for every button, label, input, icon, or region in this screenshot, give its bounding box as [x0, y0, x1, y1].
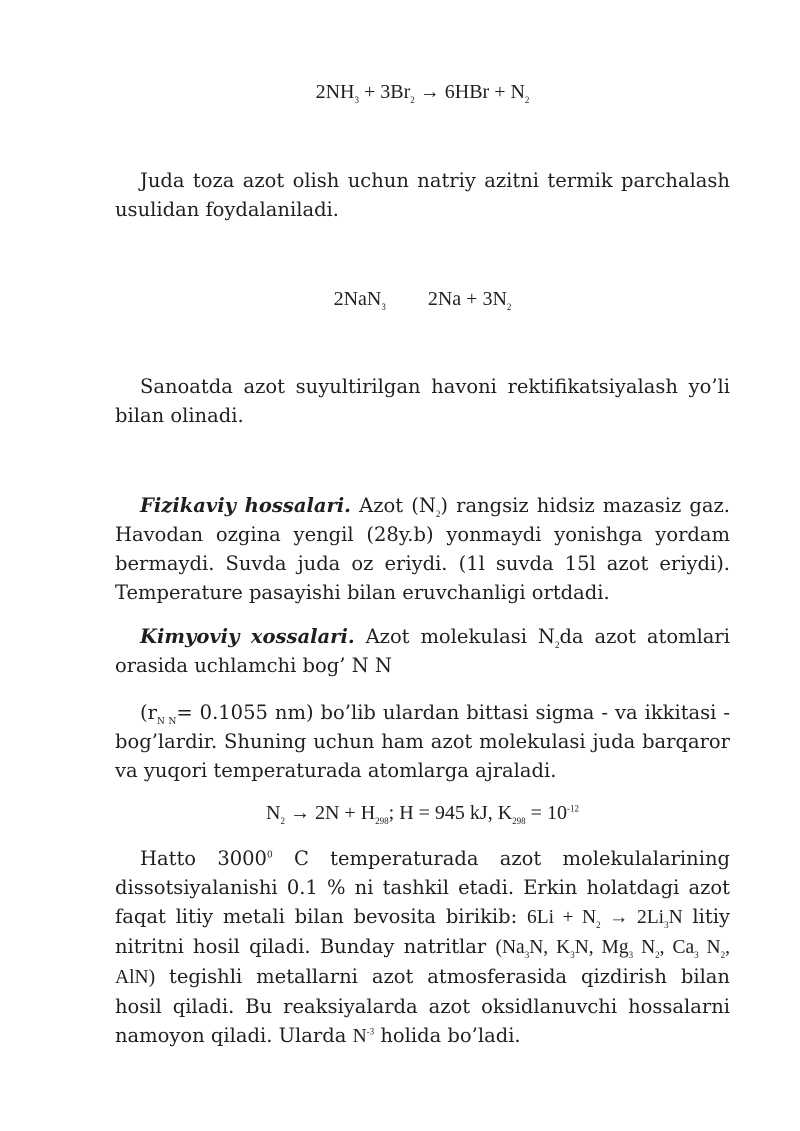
paragraph-lithium-nitride: Hatto 3000$^0$ C temperaturada azot molekulalarining dissotsiyalanishi 0.1 % ni tashkil etadi. Erkin holatdagi azot faqat litiy metali bilan bevosita birikib: $6Li + N_2 \to 2Li_3N$ litiy nitritni hosil qiladi. Bunday natritlar ($Na_3N$, $K_3N$, $Mg_3$ $N_2$, $Ca_3$ $N_2$, AlN) tegishli metallarni azot atmosferasida qizdirish bilan hosil qiladi. Bu reaksiyalarda azot oksidlanuvchi hossalarni namoyon qiladi. Ularda $N^{-3}$ holida bo’ladi. — [115, 847, 730, 1047]
equation-sodium-azide: 2NaN$_3$ $2Na + 3N_2$ — [333, 288, 512, 312]
paragraph-industrial: Sanoatda azot suyultirilgan havoni rektifikatsiyalash yo’li bilan olinadi. — [115, 375, 730, 427]
equation-dissociation: $N_2 \to 2N + H_{298}$; H = 945 kJ, $K_{298} = 10^{-12}$ — [266, 802, 579, 826]
paragraph-chemical-properties: Kimyoviy xossalari. Azot molekulasi $N_2da$ azot atomlari orasida uchlamchi bog’ N N — [115, 625, 730, 677]
paragraph-pure-nitrogen: Juda toza azot olish uchun natriy azitni termik parchalash usulidan foydalaniladi. — [115, 169, 730, 221]
equation-ammonia-bromine: $2NH_3 + 3Br_2 \to 6HBr + N_2$ — [315, 81, 530, 105]
heading-chemical-properties: Kimyoviy xossalari. — [140, 625, 355, 648]
paragraph-physical-properties: Fizikaviy hossalari. Azot $(N_2)$ rangsiz hidsiz mazasiz gaz. Havodan ozgina yengil (28y.b) yonmaydi yonishga yordam bermaydi. Suvda juda oz eriydi. (1l suvda 15l azot eriydi). Temperature pasayishi bilan eruvchanligi ortdadi. — [115, 494, 731, 604]
heading-physical-properties: Fizikaviy hossalari. — [140, 494, 351, 517]
paragraph-bond-length: ($r_{N N}= 0.1055$ nm) bo’lib ulardan bittasi sigma - va ikkitasi - bog’lardir. Shuning uchun ham azot molekulasi juda barqaror va yuqori temperaturada atomlarga ajraladi. — [115, 701, 730, 782]
